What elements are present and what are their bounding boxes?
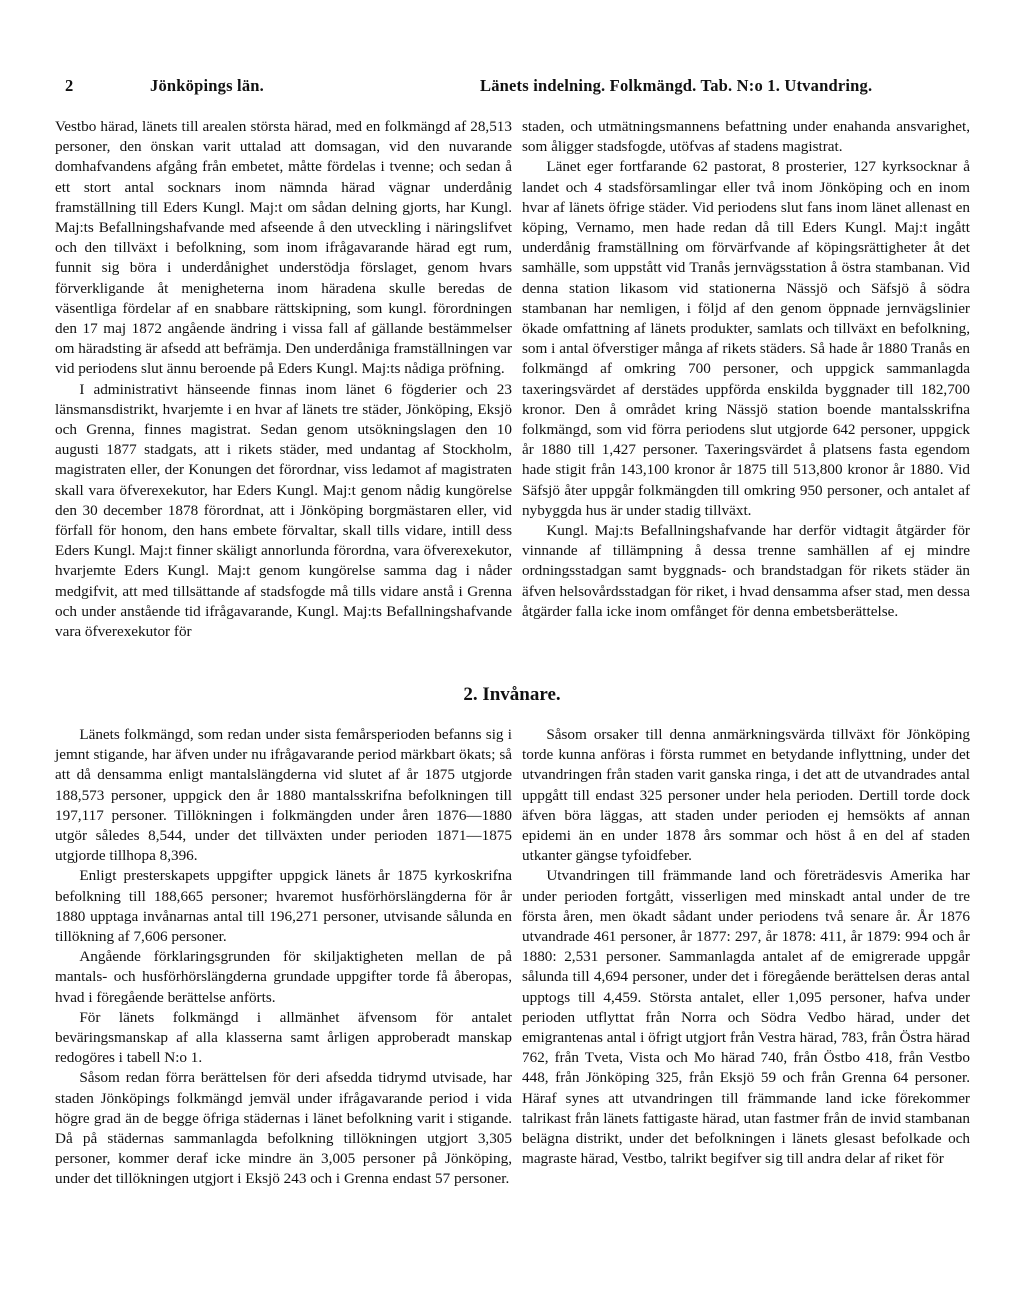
paragraph: Enligt presterskapets uppgifter uppgick länets år 1875 kyrkoskrifna befolkning till 188,665 personer; hvaremot husförhörslängderna för år 1880 upptaga invånarnas antal till 196,271 personer, utvisande sålunda en tillökning af 7,606 personer. (55, 867, 512, 946)
page-number: 2 (65, 76, 74, 95)
paragraph: Såsom redan förra berättelsen för deri afsedda tidrymd utvisade, har staden Jönköpings folkmängd jemväl under ifrågavarande period i vida högre grad än de begge öfriga städernas i länet befolkning varit i stigande. Då på städernas sammanlagda befolkning tillökningen utgjort 3,305 personer, kommer deraf icke mindre än 3,005 personer på Jönköping, under det tillökningen utgjort i Eksjö 243 och i Grenna endast 57 personer. (55, 1069, 512, 1188)
column-top-left (55, 117, 512, 642)
paragraph: Länets folkmängd, som redan under sista femårsperioden befanns sig i jemnt stigande, har äfven under nu ifrågavarande period märkbart ökats; så att då densamma enligt mantalslängderna vid slutet af år 1875 utgjorde 188,573 personer, uppgick den år 1880 mantalsskrifna befolkningen till 197,117 personer. Tillökningen i folkmängden under åren 1876—1880 utgör således 8,544, under det tillväxten under perioden 1871—1875 utgjorde tillhopa 8,396. (55, 726, 512, 865)
paragraph: Länet eger fortfarande 62 pastorat, 8 prosterier, 127 kyrksocknar å landet och 4 stadsförsamlingar eller två inom Jönköping och en inom hvar af länets öfrige städer. Vid periodens slut fans inom länet allenast en köping, Vernamo, men hade redan då till Eders Kungl. Maj:t ingått underdånig framställning om förvärfvande af köpingsrättigheter åt det samhälle, som uppstått vid Tranås jernvägsstation å östra stambanan. Vid denna station likasom vid stationerna Nässjö och Säfsjö å södra stambanan har nemligen, i följd af den genom öppnade jernvägslinier ökade omfattning af länets produkter, samlats och tillväxt en befolkning, som i antal öfverstiger många af rikets städers. Så hade år 1880 Tranås en folkmängd af omkring 700 personer, och uppgick sammanlagda taxeringsvärdet af derstädes uppförda enskilda byggnader till 182,700 kronor. Den å området kring Nässjö station boende mantalsskrifna folkmängd, som vid förra periodens slut utgjorde 642 personer, uppgick år 1880 till 1,427 personer. Taxeringsvärdet å platsens fasta egendom hade stigit från 143,100 kronor år 1875 till 513,800 kronor år 1880. Vid Säfsjö åter uppgår folkmängden till omkring 950 personer, och antalet af nybyggda hus är under stadig tillväxt. (522, 158, 970, 519)
column-top-right (522, 117, 970, 622)
paragraph: Utvandringen till främmande land och företrädesvis Amerika har under perioden fortgått, visserligen med minskadt antal under de tre första åren, men ökadt sådant under periodens två senare år. År 1876 utvandrade 461 personer, år 1877: 297, år 1878: 411, år 1879: 994 och år 1880: 2,531 personer. Sammanlagda antalet af de emigrerade uppgår sålunda till 4,694 personer, under det i föregående berättelsen deras antal upptogs till 4,459. Största antalet, eller 1,095 personer, hafva under perioden utflyttat från Norra och Södra Vedbo härad, under det emigrantenas antal i öfrigt utgjort från Vestra härad, 783, från Östra härad 762, från Tveta, Vista och Mo härad 740, från Östbo 418, från Vestbo 448, från Jönköping 325, från Eksjö 59 och från Grenna 64 personer. Häraf synes att utvandringen till främmande land icke förekommer talrikast från länets fattigaste härad, utan fastmer från de invid stambanan belägna distrikt, under det befolkningen i länets glesast befolkade och magraste härad, Vestbo, talrikt begifver sig till andra delar af riket för (522, 867, 971, 1168)
paragraph: staden, och utmätningsmannens befattning under enahanda ansvarighet, som åligger stadsfogde, utöfvas af stadens magistrat. (522, 118, 970, 156)
paragraph: Kungl. Maj:ts Befallningshafvande har derför vidtagit åtgärder för vinnande af tillämpning å dessa trenne samhällen af ej mindre ordningsstadgan samt byggnads- och brandstadgan för rikets städer än äfven helsovårdsstadgan för riket, i hvad densamma afser stad, men dessa åtgärder falla icke inom omfånget för denna embetsberättelse. (522, 522, 970, 620)
section-heading: 2. Invånare. (463, 684, 561, 705)
paragraph: Vestbo härad, länets till arealen största härad, med en folkmängd af 28,513 personer, den önskan varit uttalad att domsagan, vid den nuvarande domhafvandens afgång från embetet, måtte fördelas i tvenne; och sedan å ett stort antal socknars inom nämnda härad vägnar underdånig framställning till Eders Kungl. Maj:t om sådan delning gjorts, har Kungl. Maj:ts Befallningshafvande med afseende å den utveckling i näringslifvet och den tillväxt i befolkning, som inom ifrågavarande härad egt rum, funnit sig böra i underdånighet understödja förslaget, genom hvars förverkligande åt menigheterna inom häradena skulle beredas de väsentliga fördelar af en snabbare rättskipning, som kungl. förordningen den 17 maj 1872 angående ändring i vissa fall af gällande bestämmelser om häradsting är afsedd att befrämja. Den underdåniga framställningen var vid periodens slut ännu beroende på Eders Kungl. Maj:ts nådiga pröfning. (55, 118, 512, 378)
running-header: Länets indelning. Folkmängd. Tab. N:o 1. Utvandring. (480, 76, 873, 95)
paragraph: Såsom orsaker till denna anmärkningsvärda tillväxt för Jönköping torde kunna anföras i första rummet en betydande inflyttning, under det utvandringen från staden varit ganska ringa, i det att de utvandrades antal uppgått till endast 325 personer under hela perioden. Dertill torde dock äfven böra läggas, att staden under perioden ej hemsökts af annan epidemi än en under 1878 års sommar och höst å en del af staden utkanter gängse tyfoidfeber. (522, 726, 970, 865)
county-title: Jönköpings län. (150, 76, 264, 95)
column-bottom-right (522, 725, 970, 1169)
paragraph: För länets folkmängd i allmänhet äfvensom för antalet beväringsmanskap af alla klasserna samt årligen approberadt manskap redogöres i tabell N:o 1. (55, 1008, 512, 1067)
paragraph: Angående förklaringsgrunden för skiljaktigheten mellan de på mantals- och husförhörslängderna grundade uppgifter torde få åberopas, hvad i föregående berättelse anförts. (55, 948, 512, 1006)
paragraph: I administrativt hänseende finnas inom länet 6 fögderier och 23 länsmansdistrikt, hvarjemte i en hvar af länets tre städer, Jönköping, Eksjö och Grenna, finnes magistrat. Sedan genom utsökningslagen den 10 augusti 1877 stadgats, att i rikets städer, med undantag af Stockholm, magistraten eller, der Konungen det förordnar, viss ledamot af magistraten skall vara öfverexekutor, har Eders Kungl. Maj:t genom nådig kungörelse den 30 december 1878 förordnat, att i Jönköping borgmästaren eller, vid förfall för honom, den hans embete förvaltar, skall tills vidare, intill dess Eders Kungl. Maj:t finner skäligt annorlunda förordna, vara öfverexekutor, hvarjemte Eders Kungl. Maj:t genom kungörelse samma dag i nåder medgifvit, att med tillsättande af stadsfogde må tills vidare anstå i Grenna och under anstående tid ifrågavarande, Kungl. Maj:ts Befallningshafvande vara öfverexekutor för (55, 380, 512, 641)
column-bottom-left (55, 725, 512, 1190)
